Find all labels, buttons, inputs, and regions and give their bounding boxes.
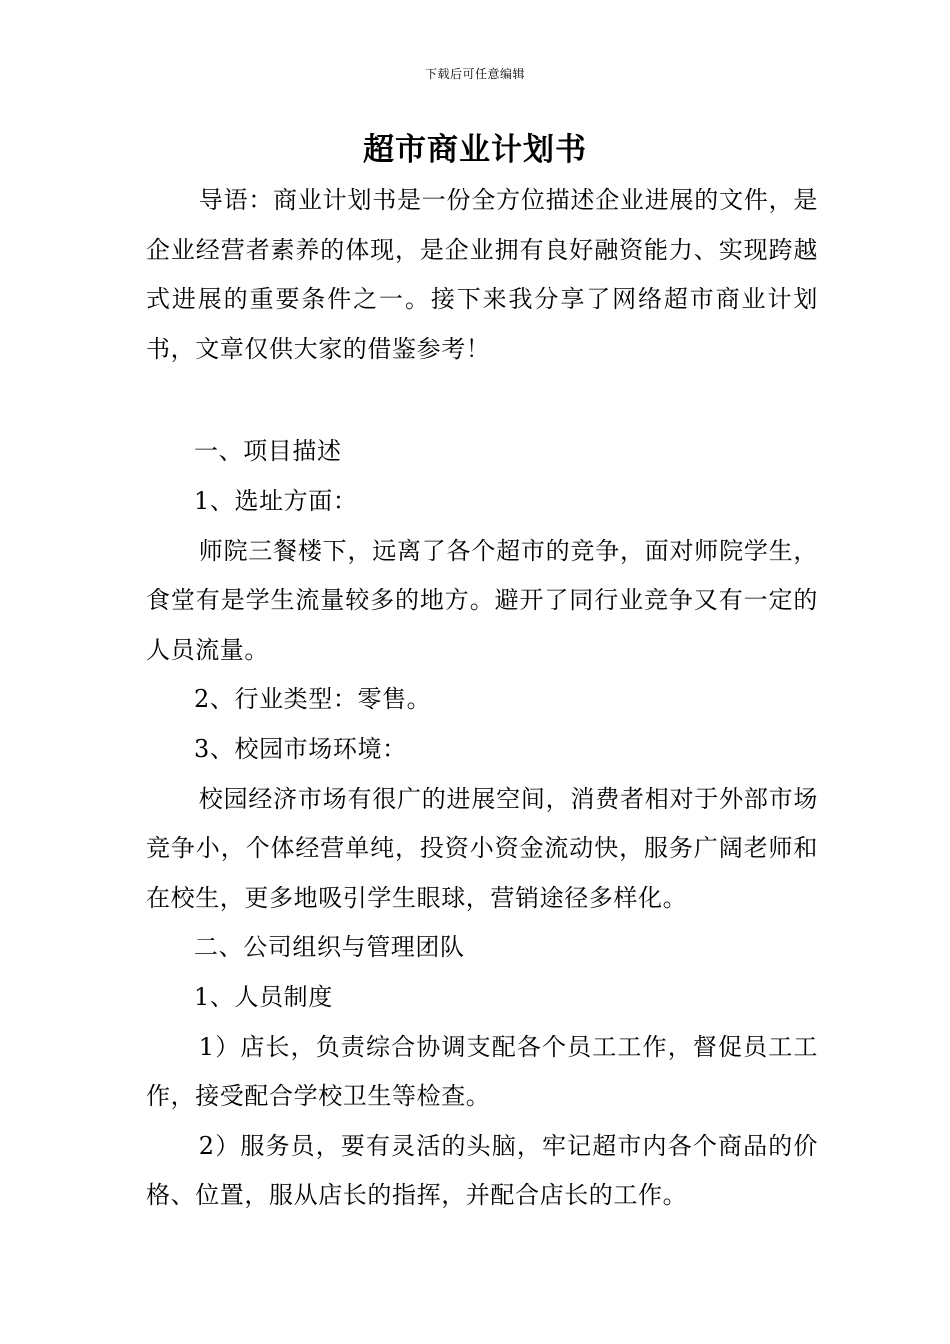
section-heading-project: 一、项目描述 [194, 437, 342, 466]
subheading-staff: 1、人员制度 [194, 982, 333, 1011]
list-item-manager: 1）店长，负责综合协调支配各个员工工作，督促员工工作，接受配合学校卫生等检查。 [146, 1032, 818, 1111]
subheading-market: 3、校园市场环境： [194, 734, 407, 763]
subheading-industry: 2、行业类型：零售。 [194, 685, 432, 714]
section-heading-team: 二、公司组织与管理团队 [194, 933, 465, 962]
document-body [146, 176, 818, 1221]
paragraph-location: 师院三餐楼下，远离了各个超市的竞争，面对师院学生，食堂有是学生流量较多的地方。避开了同行业竞争又有一定的人员流量。 [146, 536, 818, 664]
intro-paragraph: 导语：商业计划书是一份全方位描述企业进展的文件，是企业经营者素养的体现，是企业拥有良好融资能力、实现跨越式进展的重要条件之一。接下来我分享了网络超市商业计划书，文章仅供大家的借鉴参考！ [146, 186, 818, 363]
blank-line [146, 374, 818, 427]
subheading-location: 1、选址方面： [194, 486, 358, 515]
document-title: 超市商业计划书 [363, 132, 587, 168]
paragraph-market: 校园经济市场有很广的进展空间，消费者相对于外部市场竞争小，个体经营单纯，投资小资金流动快，服务广阔老师和在校生，更多地吸引学生眼球，营销途径多样化。 [146, 784, 818, 912]
list-item-clerk: 2）服务员，要有灵活的头脑，牢记超市内各个商品的价格、位置，服从店长的指挥，并配合店长的工作。 [146, 1131, 818, 1210]
header-note: 下载后可任意编辑 [424, 67, 525, 81]
